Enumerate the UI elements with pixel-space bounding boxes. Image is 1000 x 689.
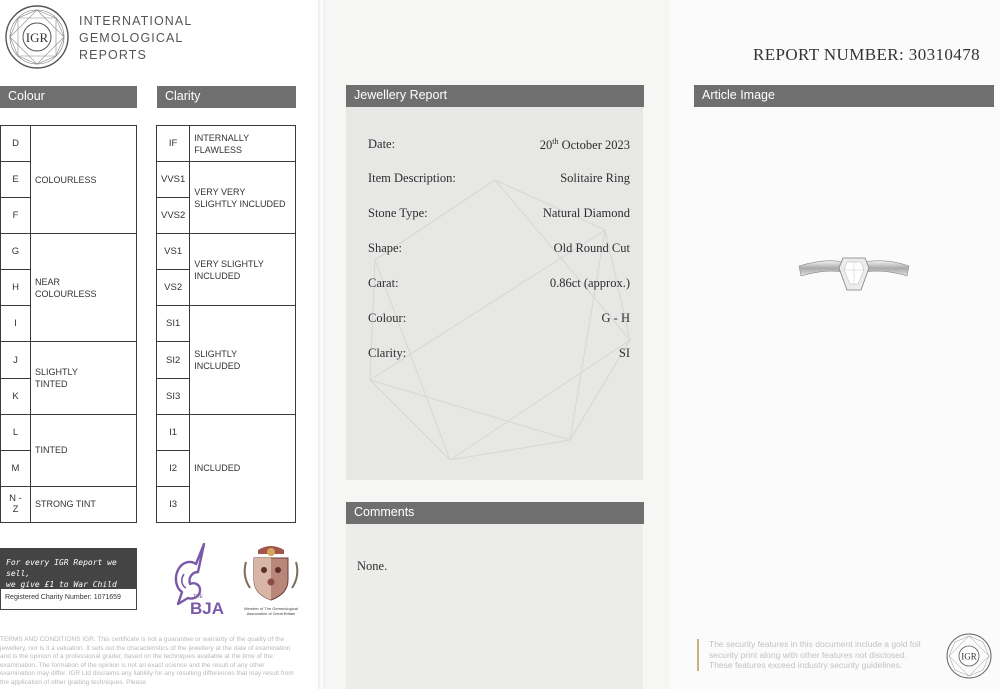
colour-desc: STRONG TINT <box>31 486 137 522</box>
ring-image <box>795 250 913 305</box>
charity-number: Registered Charity Number: 1071659 <box>5 594 121 601</box>
clarity-code: I2 <box>157 450 190 486</box>
colour-table <box>0 125 137 523</box>
colour-code: K <box>1 378 31 414</box>
brand-line: GEMOLOGICAL <box>79 31 184 45</box>
article-image-header: Article Image <box>694 85 994 107</box>
clarity-desc: SLIGHTLY INCLUDED <box>190 306 296 414</box>
colour-code: F <box>1 198 31 234</box>
clarity-code: VVS2 <box>157 198 190 234</box>
clarity-code: SI1 <box>157 306 190 342</box>
colour-code: I <box>1 306 31 342</box>
report-row-stone-type <box>368 206 630 224</box>
colour-desc: SLIGHTLY TINTED <box>31 342 137 414</box>
fold-line <box>318 0 325 689</box>
colour-desc: COLOURLESS <box>31 126 137 234</box>
clarity-code: SI2 <box>157 342 190 378</box>
crest-icon <box>238 540 304 618</box>
logo-small-text: IGR <box>961 651 977 662</box>
brand-line: INTERNATIONAL <box>79 14 193 28</box>
charity-box <box>0 548 137 610</box>
colour-code: L <box>1 414 31 450</box>
report-row-carat <box>368 276 630 294</box>
row-label: Date: <box>368 137 396 151</box>
report-row-item-description <box>368 171 630 189</box>
row-label: Stone Type: <box>368 206 428 220</box>
comments-text: None. <box>357 559 388 573</box>
jewellery-report-header: Jewellery Report <box>346 85 644 107</box>
clarity-code: I1 <box>157 414 190 450</box>
row-label: Colour: <box>368 311 407 325</box>
row-value: SI <box>618 346 630 360</box>
colour-code: N - Z <box>1 486 31 522</box>
row-label: Item Description: <box>368 171 456 185</box>
row-value: 20th October 2023 <box>539 137 630 153</box>
row-value: Old Round Cut <box>553 241 630 255</box>
report-row-colour <box>368 311 630 329</box>
igr-logo-icon <box>4 4 70 70</box>
row-value: Solitaire Ring <box>560 171 630 185</box>
brand-line: REPORTS <box>79 48 147 62</box>
clarity-code: VS1 <box>157 234 190 270</box>
clarity-desc: VERY SLIGHTLY INCLUDED <box>190 234 296 306</box>
igr-logo-small-icon <box>945 632 993 680</box>
colour-code: H <box>1 270 31 306</box>
clarity-code: SI3 <box>157 378 190 414</box>
crest-caption: Association of Great Britain <box>246 611 296 616</box>
row-label: Clarity: <box>368 346 407 360</box>
clarity-header: Clarity <box>157 86 296 108</box>
colour-code: J <box>1 342 31 378</box>
colour-header: Colour <box>0 86 137 108</box>
terms-and-conditions: TERMS AND CONDITIONS IGR. This certificate is not a guarantee or warranty of the quality of the jewellery, nor is it a valuation. It sets out the characteristics of the jewellery at the date of examination and is the opinion of a professional grader, based on the techniques available at the time of the examination. The formation of the opinion is not an exact science and the result of any other examination may differ. IGR Ltd disclaims any liability for any resulting differences that may result from the application of other grading techniques. Please <box>0 636 294 686</box>
colour-code: D <box>1 126 31 162</box>
crest-caption: Member of The Gemmological <box>244 606 298 611</box>
clarity-code: IF <box>157 126 190 162</box>
report-row-shape <box>368 241 630 259</box>
clarity-code: VS2 <box>157 270 190 306</box>
clarity-code: I3 <box>157 486 190 522</box>
clarity-desc: VERY VERY SLIGHTLY INCLUDED <box>190 162 296 234</box>
comments-box <box>346 524 643 689</box>
colour-code: G <box>1 234 31 270</box>
charity-line: we give £1 to War Child <box>6 580 117 589</box>
clarity-table <box>156 125 296 523</box>
colour-desc: NEAR COLOURLESS <box>31 234 137 342</box>
colour-code: E <box>1 162 31 198</box>
row-label: Shape: <box>368 241 403 255</box>
row-value: 0.86ct (approx.) <box>549 276 630 290</box>
report-row-clarity <box>368 346 630 364</box>
colour-desc: TINTED <box>31 414 137 486</box>
report-row-date <box>368 137 630 155</box>
comments-header: Comments <box>346 502 644 524</box>
brand-name <box>79 13 192 64</box>
clarity-desc: INCLUDED <box>190 414 296 522</box>
unicorn-bja-icon <box>160 540 232 618</box>
charity-line: For every IGR Report we sell, <box>6 558 117 578</box>
clarity-desc: INTERNALLY FLAWLESS <box>190 126 296 162</box>
bja-small-text: THE <box>193 594 203 600</box>
row-value: Natural Diamond <box>542 206 630 220</box>
colour-code: M <box>1 450 31 486</box>
logo-text: IGR <box>25 30 49 45</box>
row-value: G - H <box>601 311 630 325</box>
charity-message <box>1 549 136 589</box>
row-label: Carat: <box>368 276 399 290</box>
security-notice: The security features in this document include a gold foil security print along with other features not disclosed. These features exceed industry security guidelines. <box>697 639 921 671</box>
report-number: REPORT NUMBER: 30310478 <box>752 45 980 64</box>
clarity-code: VVS1 <box>157 162 190 198</box>
bja-text: BJA <box>190 599 225 618</box>
